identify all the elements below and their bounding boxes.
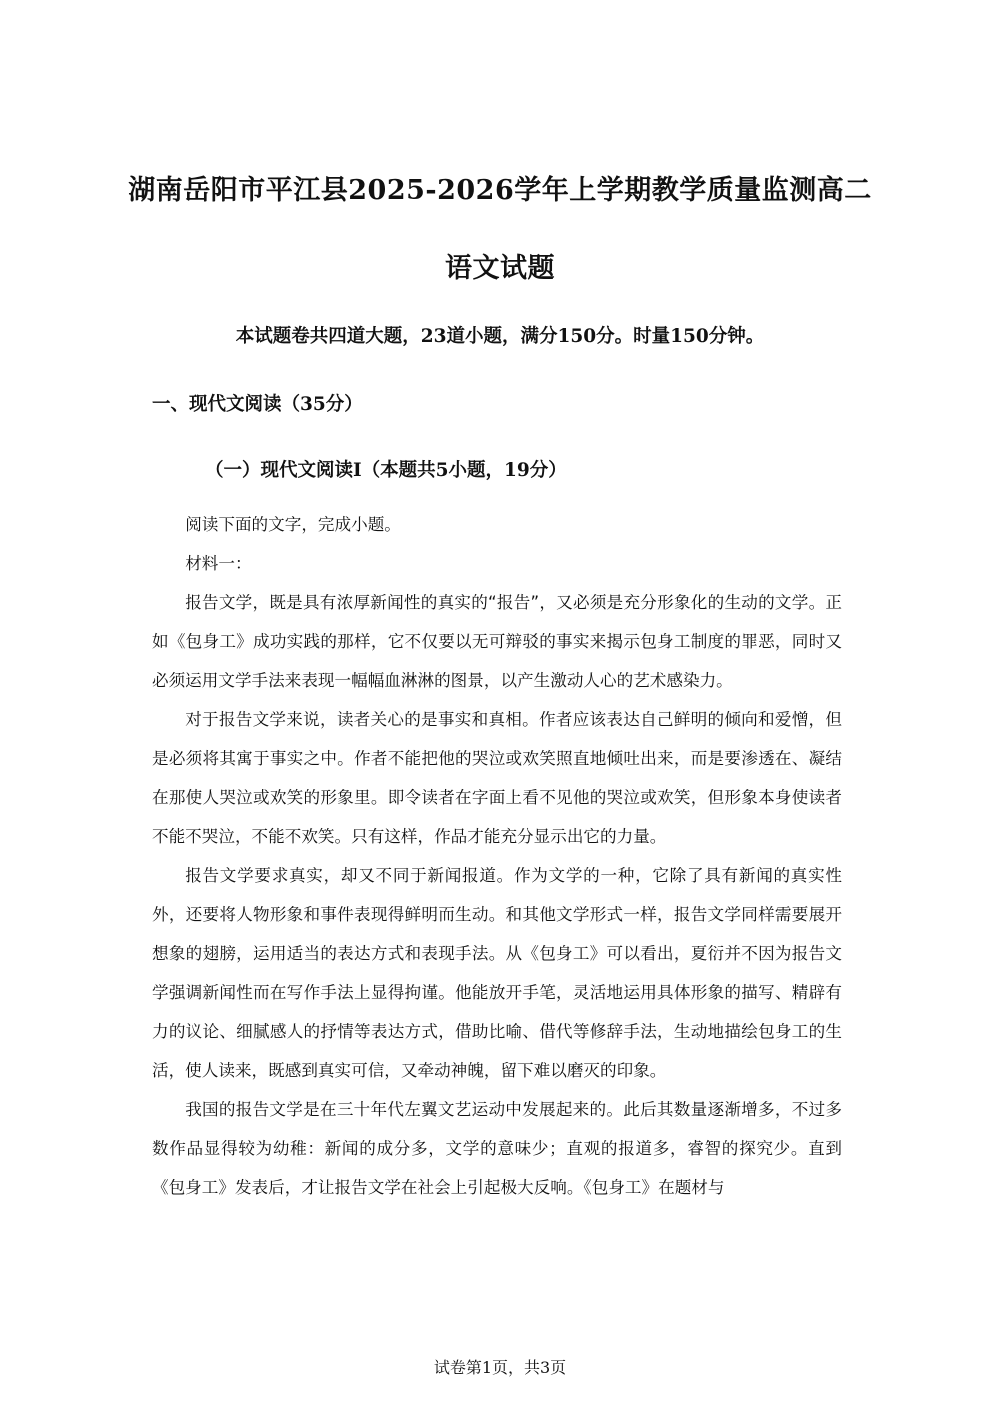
paragraph-3: 报告文学要求真实，却又不同于新闻报道。作为文学的一种，它除了具有新闻的真实性外，还要将人物形象和事件表现得鲜明而生动。和其他文学形式一样，报告文学同样需要展开想象的翅膀，运用适当的表达方式和表现手法。从《包身工》可以看出，夏衍并不因为报告文学强调新闻性而在写作手法上显得拘谨。他能放开手笔，灵活地运用具体形象的描写、精辟有力的议论、细腻感人的抒情等表达方式，借助比喻、借代等修辞手法，生动地描绘包身工的生活，使人读来，既感到真实可信，又牵动神魄，留下难以磨灭的印象。 (152, 866, 842, 1080)
instruction-text: 阅读下面的文字，完成小题。 (185, 515, 401, 534)
page-footer: 试卷第1页，共3页 (433, 1358, 567, 1377)
paragraph-4: 我国的报告文学是在三十年代左翼文艺运动中发展起来的。此后其数量逐渐增多，不过多数作品显得较为幼稚：新闻的成分多，文学的意味少；直观的报道多，睿智的探究少。直到《包身工》发表后，才让报告文学在社会上引起极大反响。《包身工》在题材与 (152, 1100, 842, 1197)
exam-title-line1: 湖南岳阳市平江县2025-2026学年上学期教学质量监测高二 (128, 175, 872, 206)
material-label: 材料一： (185, 554, 252, 573)
paragraph-1: 报告文学，既是具有浓厚新闻性的真实的“报告”，又必须是充分形象化的生动的文学。正如《包身工》成功实践的那样，它不仅要以无可辩驳的事实来揭示包身工制度的罪恶，同时又必须运用文学手法来表现一幅幅血淋淋的图景，以产生激动人心的艺术感染力。 (152, 593, 842, 690)
section-heading: 一、现代文阅读（35分） (152, 394, 363, 415)
exam-info: 本试题卷共四道大题，23道小题，满分150分。时量150分钟。 (235, 326, 765, 347)
paragraph-2: 对于报告文学来说，读者关心的是事实和真相。作者应该表达自己鲜明的倾向和爱憎，但是必须将其寓于事实之中。作者不能把他的哭泣或欢笑照直地倾吐出来，而是要渗透在、凝结在那使人哭泣或欢笑的形象里。即令读者在字面上看不见他的哭泣或欢笑，但形象本身使读者不能不哭泣，不能不欢笑。只有这样，作品才能充分显示出它的力量。 (152, 710, 842, 846)
subsection-heading: （一）现代文阅读I（本题共5小题，19分） (205, 460, 567, 481)
reading-passage (152, 505, 842, 1207)
exam-title-line2: 语文试题 (445, 253, 555, 284)
